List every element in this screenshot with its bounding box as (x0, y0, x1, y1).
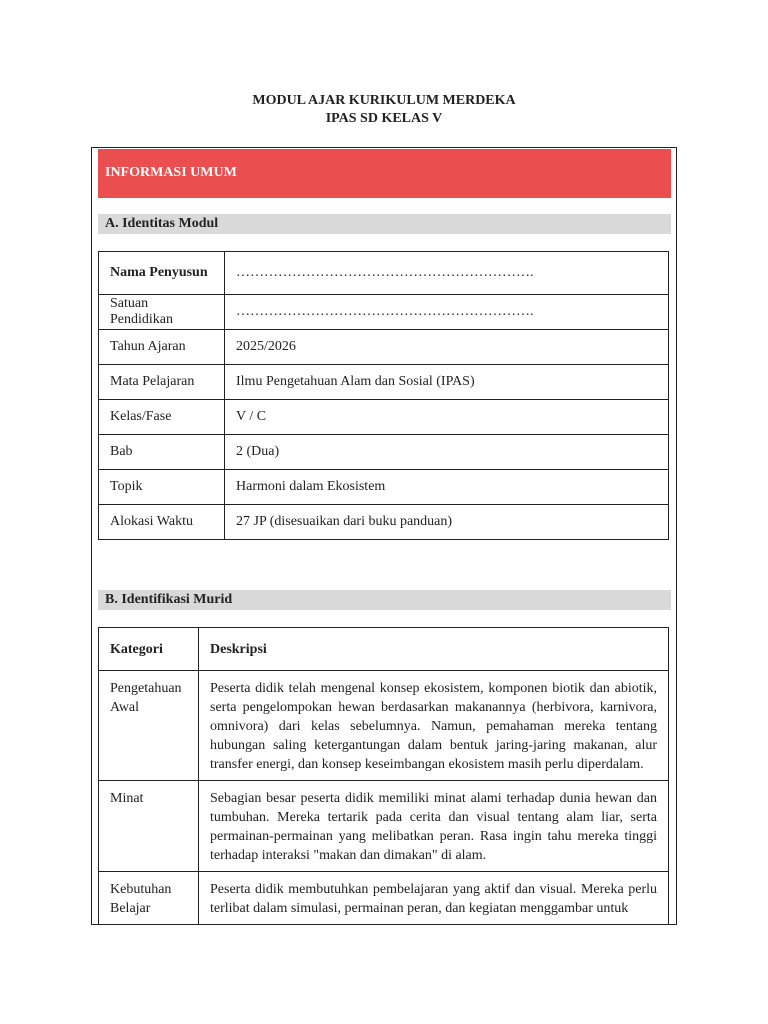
table-row (99, 252, 669, 295)
identifikasi-murid-table (98, 627, 669, 925)
label-bab: Bab (99, 435, 225, 470)
value-bab: 2 (Dua) (225, 435, 669, 470)
table-row (99, 872, 669, 925)
header-kategori: Kategori (99, 628, 199, 671)
deskripsi-minat: Sebagian besar peserta didik memiliki minat alami terhadap dunia hewan dan tumbuhan. Mereka tertarik pada cerita dan visual tentang alam liar, serta permainan-permainan yang melibatkan peran. Rasa ingin tahu mereka tinggi terhadap interaksi "makan dan dimakan" di alam. (199, 781, 669, 872)
informasi-umum-banner: INFORMASI UMUM (98, 149, 671, 198)
label-topik: Topik (99, 470, 225, 505)
deskripsi-kebutuhan-belajar: Peserta didik membutuhkan pembelajaran yang aktif dan visual. Mereka perlu terlibat dalam simulasi, permainan peran, dan kegiatan menggambar untuk (199, 872, 669, 925)
section-a-heading: A. Identitas Modul (98, 214, 671, 234)
identitas-modul-table (98, 251, 669, 540)
table-row (99, 435, 669, 470)
kategori-minat: Minat (99, 781, 199, 872)
kategori-pengetahuan-awal: Pengetahuan Awal (99, 671, 199, 781)
value-alokasi-waktu: 27 JP (disesuaikan dari buku panduan) (225, 505, 669, 540)
value-tahun-ajaran: 2025/2026 (225, 330, 669, 365)
table-row (99, 781, 669, 872)
table-row (99, 671, 669, 781)
table-row (99, 365, 669, 400)
value-mata-pelajaran: Ilmu Pengetahuan Alam dan Sosial (IPAS) (225, 365, 669, 400)
label-alokasi-waktu: Alokasi Waktu (99, 505, 225, 540)
title-line-1: MODUL AJAR KURIKULUM MERDEKA (252, 93, 516, 108)
content-frame (91, 147, 677, 925)
table-row (99, 400, 669, 435)
header-deskripsi: Deskripsi (199, 628, 669, 671)
value-kelas-fase: V / C (225, 400, 669, 435)
label-mata-pelajaran: Mata Pelajaran (99, 365, 225, 400)
table-row (99, 505, 669, 540)
kategori-kebutuhan-belajar: Kebutuhan Belajar (99, 872, 199, 925)
section-b-heading: B. Identifikasi Murid (98, 590, 671, 610)
label-kelas-fase: Kelas/Fase (99, 400, 225, 435)
document-title (0, 92, 768, 128)
label-nama-penyusun: Nama Penyusun (99, 252, 225, 295)
value-nama-penyusun: ………………………………………………………. (225, 252, 669, 295)
value-topik: Harmoni dalam Ekosistem (225, 470, 669, 505)
table-row (99, 295, 669, 330)
table-header-row (99, 628, 669, 671)
table-row (99, 330, 669, 365)
title-line-2: IPAS SD KELAS V (325, 111, 443, 126)
label-tahun-ajaran: Tahun Ajaran (99, 330, 225, 365)
label-satuan-pendidikan: Satuan Pendidikan (99, 295, 225, 330)
table-row (99, 470, 669, 505)
deskripsi-pengetahuan-awal: Peserta didik telah mengenal konsep ekosistem, komponen biotik dan abiotik, serta pengelompokan hewan berdasarkan makanannya (herbivora, karnivora, omnivora) dari kelas sebelumnya. Namun, pemahaman mereka tentang hubungan saling ketergantungan dalam bentuk jaring-jaring makanan, alur transfer energi, dan konsep keseimbangan ekosistem masih perlu diperdalam. (199, 671, 669, 781)
value-satuan-pendidikan: ………………………………………………………. (225, 295, 669, 330)
